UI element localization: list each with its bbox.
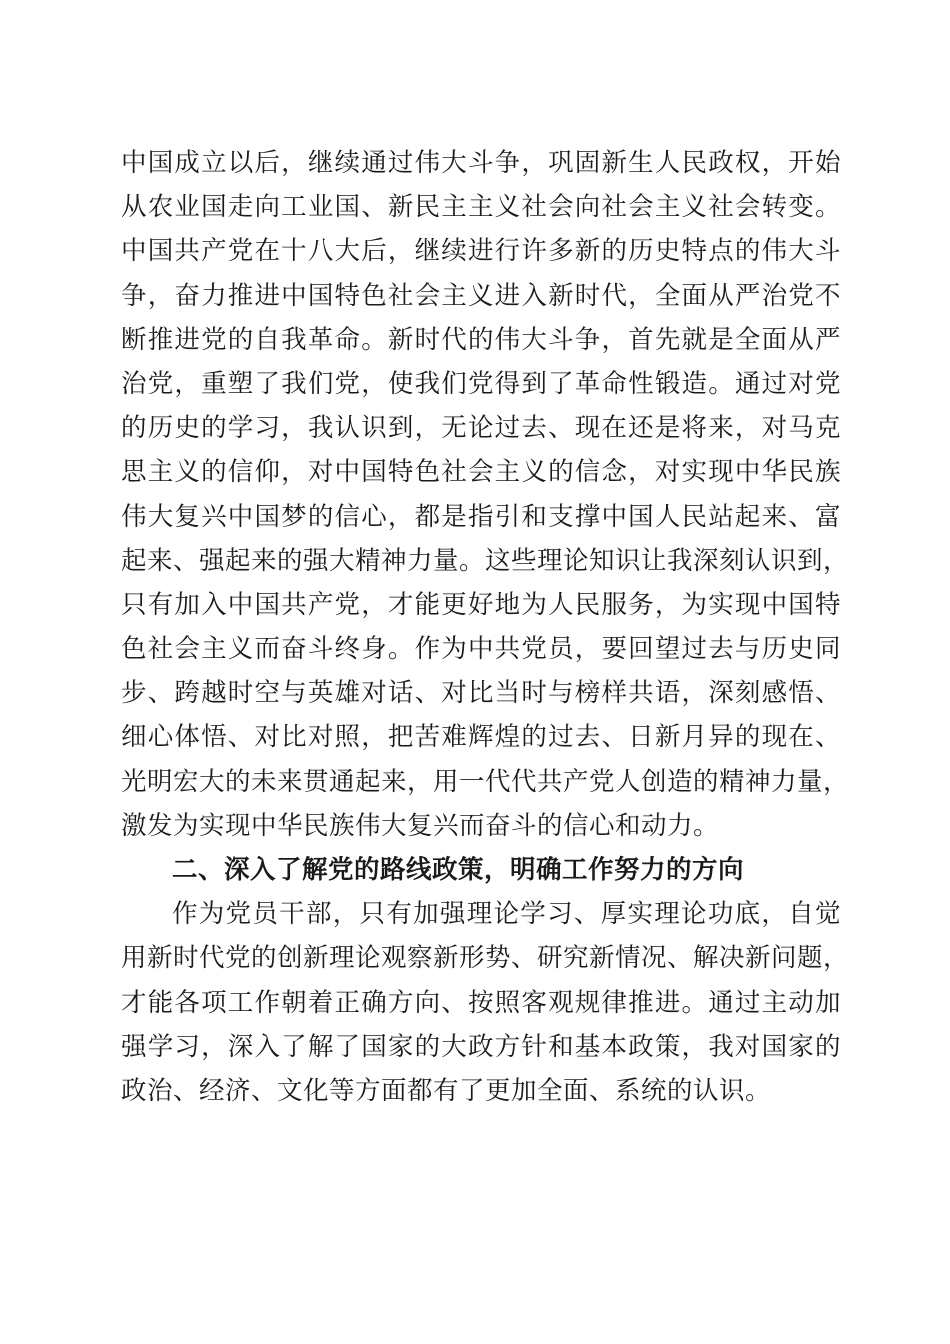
- paragraph-line: 从农业国走向工业国、新民主主义社会向社会主义社会转变。: [121, 192, 841, 223]
- paragraph-line: 作为党员干部，只有加强理论学习、厚实理论功底，自觉: [172, 899, 841, 930]
- paragraph-line: 色社会主义而奋斗终身。作为中共党员，要回望过去与历史同: [121, 634, 841, 665]
- paragraph-1: [121, 141, 850, 848]
- paragraph-line: 断推进党的自我革命。新时代的伟大斗争，首先就是全面从严: [121, 324, 841, 355]
- paragraph-line: 伟大复兴中国梦的信心，都是指引和支撑中国人民站起来、富: [121, 501, 841, 532]
- paragraph-line: 强学习，深入了解了国家的大政方针和基本政策，我对国家的: [121, 1031, 841, 1062]
- paragraph-line: 激发为实现中华民族伟大复兴而奋斗的信心和动力。: [121, 810, 720, 841]
- paragraph-line: 治党，重塑了我们党，使我们党得到了革命性锻造。通过对党: [121, 368, 841, 399]
- paragraph-2: [121, 892, 850, 1113]
- paragraph-line: 只有加入中国共产党，才能更好地为人民服务，为实现中国特: [121, 589, 841, 620]
- paragraph-line: 政治、经济、文化等方面都有了更加全面、系统的认识。: [121, 1075, 772, 1106]
- paragraph-line: 思主义的信仰，对中国特色社会主义的信念，对实现中华民族: [121, 457, 841, 488]
- paragraph-line: 光明宏大的未来贯通起来，用一代代共产党人创造的精神力量，: [121, 766, 850, 797]
- paragraph-line: 步、跨越时空与英雄对话、对比当时与榜样共语，深刻感悟、: [121, 678, 841, 709]
- paragraph-line: 争，奋力推进中国特色社会主义进入新时代，全面从严治党不: [121, 280, 841, 311]
- paragraph-line: 细心体悟、对比对照，把苦难辉煌的过去、日新月异的现在、: [121, 722, 841, 753]
- paragraph-line: 用新时代党的创新理论观察新形势、研究新情况、解决新问题，: [121, 943, 850, 974]
- paragraph-line: 中国共产党在十八大后，继续进行许多新的历史特点的伟大斗: [121, 236, 841, 267]
- paragraph-line: 中国成立以后，继续通过伟大斗争，巩固新生人民政权，开始: [121, 148, 841, 178]
- paragraph-line: 起来、强起来的强大精神力量。这些理论知识让我深刻认识到，: [121, 545, 850, 576]
- section-heading: 二、深入了解党的路线政策，明确工作努力的方向: [172, 855, 745, 885]
- paragraph-line: 才能各项工作朝着正确方向、按照客观规律推进。通过主动加: [121, 987, 841, 1018]
- body-text: [121, 141, 850, 1113]
- paragraph-line: 的历史的学习，我认识到，无论过去、现在还是将来，对马克: [121, 413, 841, 444]
